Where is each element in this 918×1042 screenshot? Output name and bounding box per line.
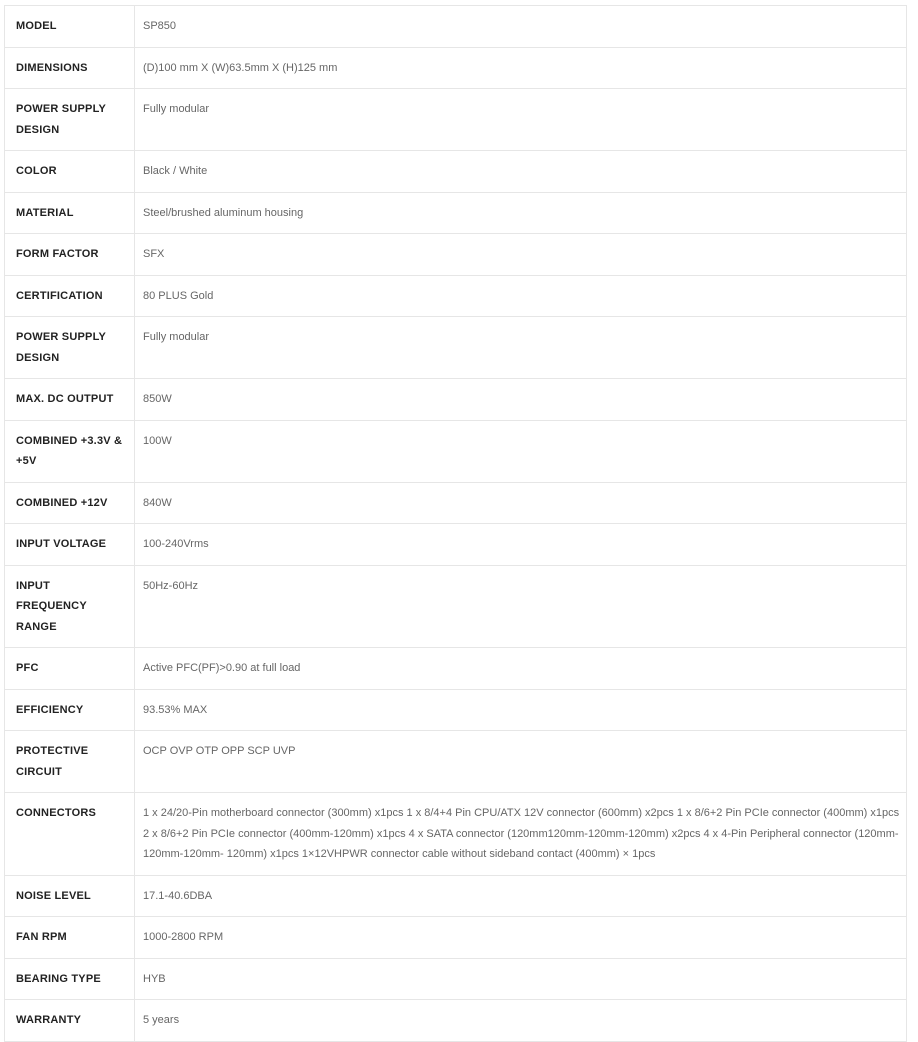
spec-label: PFC [5, 648, 135, 690]
spec-label: INPUT FREQUENCY RANGE [5, 565, 135, 648]
spec-value: Active PFC(PF)>0.90 at full load [135, 648, 907, 690]
spec-value: 1000-2800 RPM [135, 917, 907, 959]
spec-value: 100W [135, 420, 907, 482]
spec-label: PROTECTIVE CIRCUIT [5, 731, 135, 793]
table-row [5, 917, 907, 959]
table-row [5, 731, 907, 793]
table-row [5, 89, 907, 151]
spec-value: 80 PLUS Gold [135, 275, 907, 317]
spec-value: Fully modular [135, 317, 907, 379]
table-row [5, 1000, 907, 1042]
spec-label: FORM FACTOR [5, 234, 135, 276]
table-row [5, 379, 907, 421]
table-row [5, 565, 907, 648]
spec-label: MAX. DC OUTPUT [5, 379, 135, 421]
spec-label: CONNECTORS [5, 793, 135, 876]
spec-value: 50Hz-60Hz [135, 565, 907, 648]
spec-label: DIMENSIONS [5, 47, 135, 89]
table-row [5, 648, 907, 690]
spec-label: COLOR [5, 151, 135, 193]
spec-label: COMBINED +3.3V & +5V [5, 420, 135, 482]
spec-value: 100-240Vrms [135, 524, 907, 566]
spec-value: 5 years [135, 1000, 907, 1042]
spec-label: FAN RPM [5, 917, 135, 959]
spec-value: 850W [135, 379, 907, 421]
spec-label: BEARING TYPE [5, 958, 135, 1000]
spec-label: COMBINED +12V [5, 482, 135, 524]
spec-value: 1 x 24/20-Pin motherboard connector (300mm) x1pcs 1 x 8/4+4 Pin CPU/ATX 12V connector (600mm) x2pcs 1 x 8/6+2 Pin PCIe connector (400mm) x1pcs 2 x 8/6+2 Pin PCIe connector (400mm-120mm) x1pcs 4 x SATA connector (120mm120mm-120mm-120mm) x2pcs 4 x 4-Pin Peripheral connector (120mm-120mm-120mm- 120mm) x1pcs 1×12VHPWR connector cable without sideband contact (400mm) × 1pcs [135, 793, 907, 876]
spec-label: MATERIAL [5, 192, 135, 234]
spec-value: HYB [135, 958, 907, 1000]
spec-value: (D)100 mm X (W)63.5mm X (H)125 mm [135, 47, 907, 89]
spec-value: Black / White [135, 151, 907, 193]
table-row [5, 6, 907, 48]
spec-label: MODEL [5, 6, 135, 48]
table-row [5, 47, 907, 89]
table-row [5, 482, 907, 524]
table-row [5, 234, 907, 276]
spec-label: WARRANTY [5, 1000, 135, 1042]
spec-value: 840W [135, 482, 907, 524]
spec-value: OCP OVP OTP OPP SCP UVP [135, 731, 907, 793]
table-row [5, 689, 907, 731]
spec-table [4, 5, 907, 1042]
table-row [5, 420, 907, 482]
spec-value: Fully modular [135, 89, 907, 151]
spec-value: Steel/brushed aluminum housing [135, 192, 907, 234]
table-row [5, 317, 907, 379]
spec-label: EFFICIENCY [5, 689, 135, 731]
spec-value: 17.1-40.6DBA [135, 875, 907, 917]
table-row [5, 958, 907, 1000]
spec-label: NOISE LEVEL [5, 875, 135, 917]
spec-value: SP850 [135, 6, 907, 48]
spec-value: SFX [135, 234, 907, 276]
spec-label: POWER SUPPLY DESIGN [5, 89, 135, 151]
table-row [5, 875, 907, 917]
table-row [5, 192, 907, 234]
table-row [5, 524, 907, 566]
table-row [5, 275, 907, 317]
table-row [5, 793, 907, 876]
spec-label: CERTIFICATION [5, 275, 135, 317]
table-row [5, 151, 907, 193]
spec-table-body [5, 6, 907, 1042]
spec-label: INPUT VOLTAGE [5, 524, 135, 566]
spec-value: 93.53% MAX [135, 689, 907, 731]
spec-label: POWER SUPPLY DESIGN [5, 317, 135, 379]
